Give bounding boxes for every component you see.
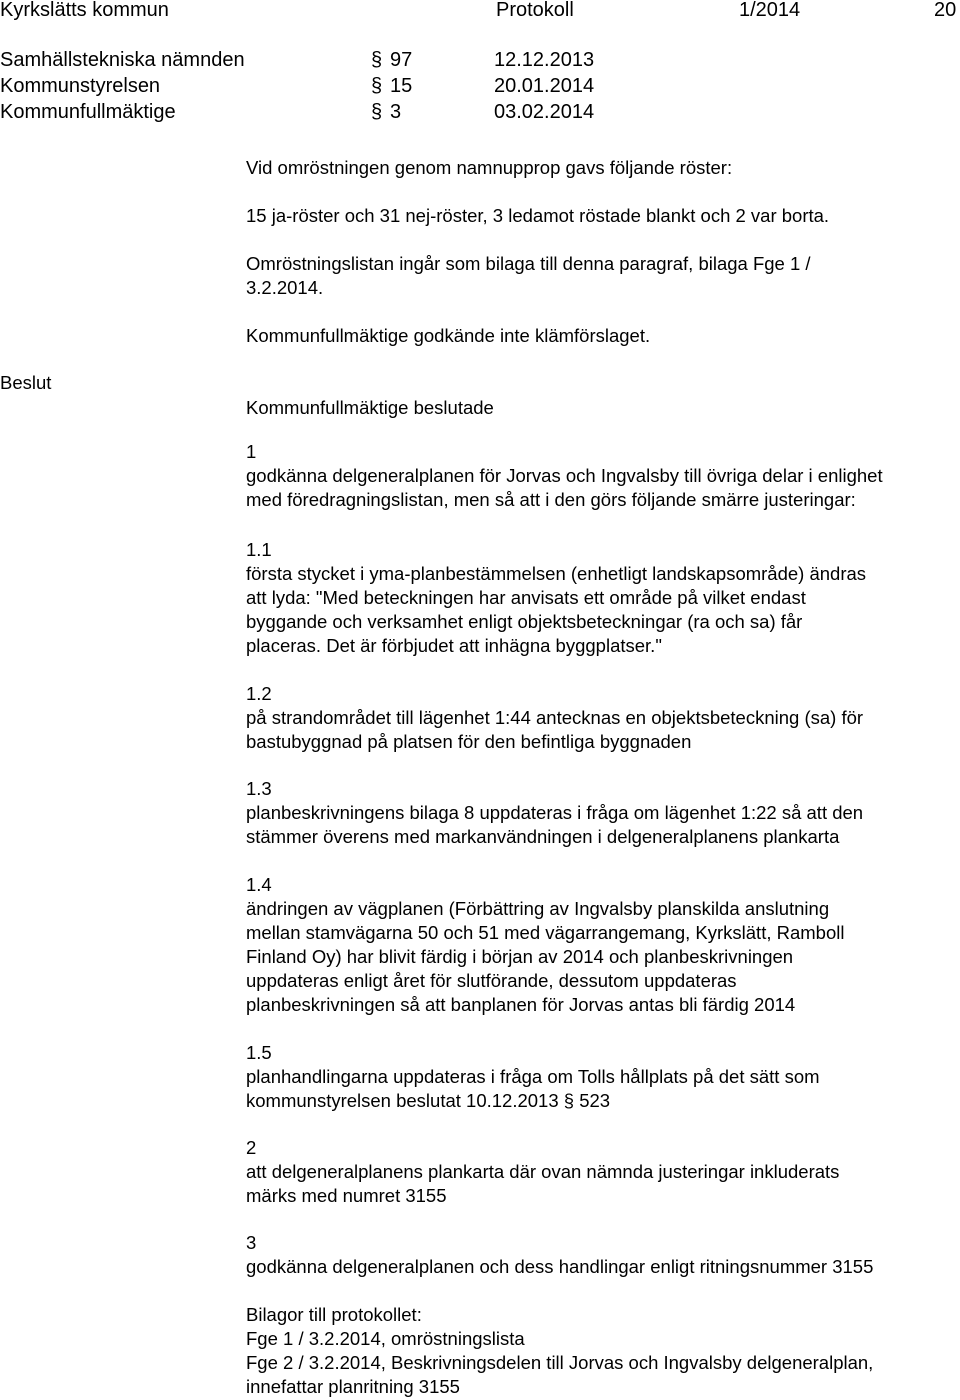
reference-section: 15 bbox=[390, 75, 413, 97]
side-label-decision: Beslut bbox=[0, 372, 52, 393]
section-sign: § bbox=[371, 101, 383, 123]
attachment-entry: Fge 2 / 3.2.2014, Beskrivningsdelen till Jorvas och Ingvalsby delgeneralplan, bbox=[246, 1352, 874, 1373]
section-sign: § bbox=[371, 75, 383, 97]
decision-item: 1.4 ändringen av vägplanen (Förbättring av Ingvalsby planskilda anslutning mellan stamvägarna 50 och 51 med vägarrangemang, Kyrkslätt, Ramboll Finland Oy) har blivit färdig i början av 2014 och planbeskrivningen uppdateras enligt året för slutförande, dessutom uppdateras planbeskrivningen så att banplanen för Jorvas antas bli färdig 2014 bbox=[246, 873, 960, 1017]
document-number: 1/2014 bbox=[739, 0, 801, 21]
voting-result: 15 ja-röster och 31 nej-röster, 3 ledamot röstade blankt och 2 var borta. bbox=[246, 205, 830, 226]
decision-item-number: 1.5 bbox=[246, 1042, 272, 1063]
reference-section: 3 bbox=[390, 101, 402, 123]
municipality-name: Kyrkslätts kommun bbox=[0, 0, 169, 21]
page-number: 20 bbox=[934, 0, 957, 21]
attachment-entry: innefattar planritning 3155 bbox=[246, 1376, 460, 1397]
decision-item: 1 godkänna delgeneralplanen för Jorvas och Ingvalsby till övriga delar i enlighet med föredragningslistan, men så att i den görs följande smärre justeringar: bbox=[246, 440, 960, 512]
decision-item-number: 1.2 bbox=[246, 683, 272, 704]
decision-item: 1.2 på strandområdet till lägenhet 1:44 antecknas en objektsbeteckning (sa) för bastubyggnad på platsen för den befintliga byggnaden bbox=[246, 682, 960, 754]
decision-item: 3 godkänna delgeneralplanen och dess handlingar enligt ritningsnummer 3155 bbox=[246, 1231, 960, 1279]
decision-item-number: 1.3 bbox=[246, 778, 272, 799]
council-approval: Kommunfullmäktige godkände inte klämförslaget. bbox=[246, 325, 651, 346]
reference-section: 97 bbox=[390, 49, 413, 71]
reference-date: 12.12.2013 bbox=[494, 49, 595, 71]
decision-item: 1.5 planhandlingarna uppdateras i fråga om Tolls hållplats på det sätt som kommunstyrelsen beslutat 10.12.2013 § 523 bbox=[246, 1041, 960, 1113]
decision-item-number: 2 bbox=[246, 1137, 257, 1158]
reference-date: 03.02.2014 bbox=[494, 101, 595, 123]
reference-body: Kommunstyrelsen bbox=[0, 75, 161, 97]
decision-item: 1.3 planbeskrivningens bilaga 8 uppdateras i fråga om lägenhet 1:22 så att den stämmer överens med markanvändningen i delgeneralplanens plankarta bbox=[246, 777, 960, 849]
section-sign: § bbox=[371, 49, 383, 71]
council-decided: Kommunfullmäktige beslutade bbox=[246, 397, 494, 418]
decision-item-number: 3 bbox=[246, 1232, 257, 1253]
attachment-entry: Fge 1 / 3.2.2014, omröstningslista bbox=[246, 1328, 525, 1349]
attachments-title: Bilagor till protokollet: bbox=[246, 1304, 422, 1325]
decision-item-number: 1 bbox=[246, 441, 257, 462]
reference-body: Samhällstekniska nämnden bbox=[0, 49, 245, 71]
voting-list-note: Omröstningslistan ingår som bilaga till denna paragraf, bilaga Fge 1 / 3.2.2014. bbox=[246, 253, 811, 298]
decision-item: 1.1 första stycket i yma-planbestämmelsen (enhetligt landskapsområde) ändras att lyda: "Med beteckningen har anvisats ett område på vilket endast byggande och verksamhet enligt objektsbeteckningar (ra och sa) får placeras. Det är förbjudet att inhägna byggplatser." bbox=[246, 538, 960, 658]
decision-item-number: 1.1 bbox=[246, 539, 272, 560]
attachments-list bbox=[246, 1303, 960, 1399]
document-type: Protokoll bbox=[496, 0, 574, 21]
reference-date: 20.01.2014 bbox=[494, 75, 595, 97]
decision-item: 2 att delgeneralplanens plankarta där ovan nämnda justeringar inkluderats märks med numret 3155 bbox=[246, 1136, 960, 1208]
reference-body: Kommunfullmäktige bbox=[0, 101, 176, 123]
voting-intro: Vid omröstningen genom namnupprop gavs följande röster: bbox=[246, 157, 733, 178]
decision-item-number: 1.4 bbox=[246, 874, 272, 895]
